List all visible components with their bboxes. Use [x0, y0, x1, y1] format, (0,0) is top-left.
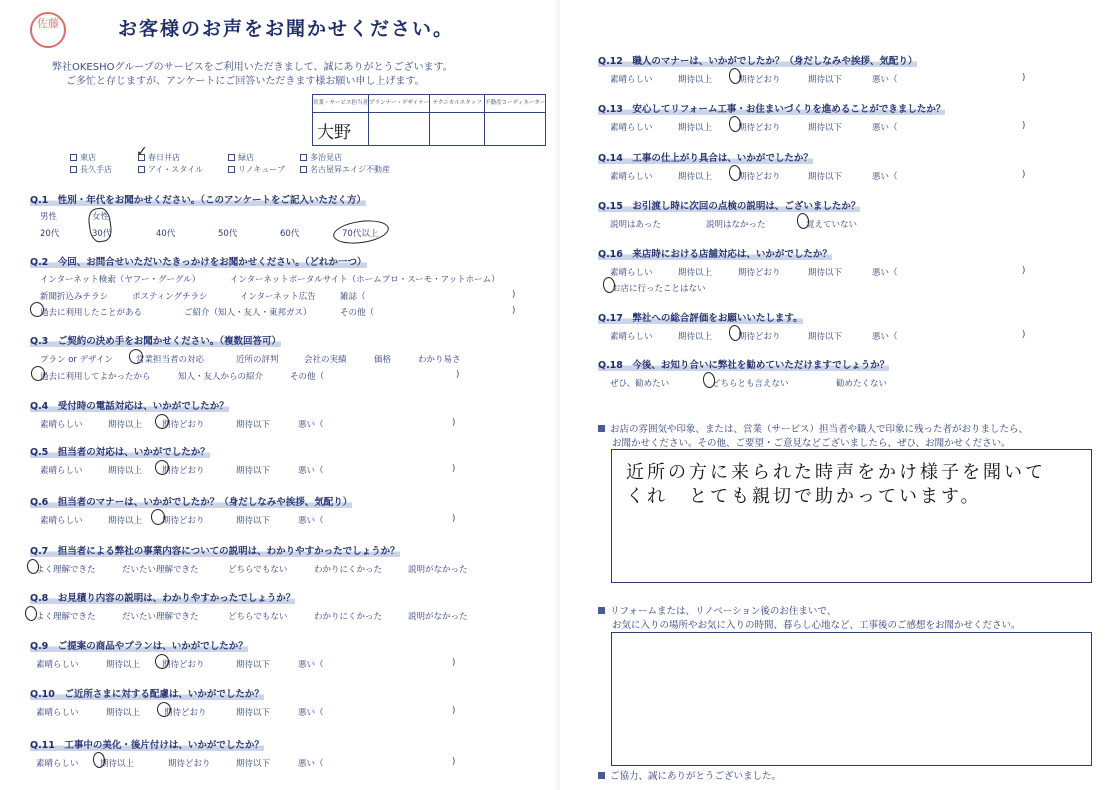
q2-question: Q.2 今回、お問合せいただいたきっかけをお聞かせください。（どれか一つ） [30, 254, 367, 268]
q8-opt-neutral[interactable]: どちらでもない [228, 612, 288, 622]
q8-opt-mostly[interactable]: だいたい理解できた [122, 612, 199, 622]
q10-opt-excellent[interactable]: 素晴らしい [36, 708, 79, 718]
q9-opt-excellent[interactable]: 素晴らしい [36, 660, 79, 670]
q8-opt-none[interactable]: 説明がなかった [408, 612, 468, 622]
q3-other-close: ) [456, 370, 460, 380]
page-title: お客様のお声をお聞かせください。 [118, 18, 455, 40]
store-checkbox-renocube[interactable]: リノキューブ [228, 164, 285, 175]
q9-question: Q.9 ご提案の商品やプランは、いかがでしたか？ [30, 638, 248, 652]
q14-bad-close: ) [1022, 170, 1026, 180]
q14-opt-excellent[interactable]: 素晴らしい [610, 172, 653, 182]
q13-opt-as-expected[interactable]: 期待どおり [738, 123, 781, 133]
comment1-handwriting-line-1: 近所の方に来られた時声をかけ様子を聞いて [626, 462, 1046, 483]
q2-opt-magazine[interactable]: 雑誌（ [340, 292, 366, 302]
q6-question: Q.6 担当者のマナーは、いかがでしたか？（身だしなみや挨拶、気配り） [30, 494, 352, 508]
q2-opt-posting[interactable]: ポスティングチラシ [132, 292, 208, 302]
q4-opt-bad[interactable]: 悪い（ [298, 420, 324, 430]
q3-opt-other[interactable]: その他（ [290, 372, 325, 382]
company-seal-stamp: 佐藤 [30, 12, 66, 48]
q15-opt-explained[interactable]: 説明はあった [610, 220, 661, 230]
q10-opt-below[interactable]: 期待以下 [236, 708, 271, 718]
comment1-handwriting-line-2: くれ とても親切で助かっています。 [626, 486, 982, 507]
comment1-label-line-1: お店の雰囲気や印象、または、営業（サービス）担当者や職人で印象に残った者がおりましたら、 [598, 421, 1028, 435]
q17-opt-below[interactable]: 期待以下 [808, 332, 843, 342]
q17-bad-close: ) [1022, 330, 1026, 340]
page-fold [556, 0, 560, 790]
q2-opt-referral[interactable]: ご紹介（知人・友人・東邦ガス） [184, 308, 312, 318]
q5-opt-above[interactable]: 期待以上 [108, 466, 143, 476]
staff-header-sales: 営業・サービス担当者 [313, 95, 369, 113]
q3-opt-reputation[interactable]: 近所の評判 [236, 355, 279, 365]
check-mark-icon: ✓ [136, 144, 148, 160]
q11-question: Q.11 工事中の美化・後片付けは、いかがでしたか？ [30, 737, 264, 751]
q7-opt-hard[interactable]: わかりにくかった [314, 565, 383, 575]
q10-opt-above[interactable]: 期待以上 [106, 708, 141, 718]
q17-opt-above[interactable]: 期待以上 [678, 332, 713, 342]
answer-circle-q1-age [332, 217, 391, 247]
staff-sales-cell[interactable] [313, 113, 369, 146]
q6-opt-above[interactable]: 期待以上 [108, 516, 143, 526]
q6-opt-excellent[interactable]: 素晴らしい [40, 516, 83, 526]
q16-opt-below[interactable]: 期待以下 [808, 268, 843, 278]
q17-question: Q.17 弊社への総合評価をお願いいたします。 [598, 310, 803, 324]
q2-opt-past-use[interactable]: 過去に利用したことがある [40, 308, 143, 318]
bullet-square-icon [598, 772, 605, 779]
q2-opt-other[interactable]: その他（ [340, 308, 375, 318]
q11-opt-excellent[interactable]: 素晴らしい [36, 759, 79, 769]
q1-age-30s[interactable]: 30代 [92, 229, 112, 239]
q12-opt-above[interactable]: 期待以上 [678, 75, 713, 85]
intro-line-1: 弊社OKESHOグループのサービスをご利用いただきまして、誠にありがとうございます。 [52, 62, 453, 73]
q5-opt-bad[interactable]: 悪い（ [298, 466, 324, 476]
q2-other-close: ) [512, 306, 516, 316]
staff-header-technical: テクニカルスタッフ [430, 95, 485, 113]
q6-opt-bad[interactable]: 悪い（ [298, 516, 324, 526]
q4-bad-close: ) [452, 418, 456, 428]
q2-opt-search[interactable]: インターネット検索（ヤフー・グーグル） [40, 275, 201, 285]
q9-opt-bad[interactable]: 悪い（ [298, 660, 324, 670]
q4-question: Q.4 受付時の電話対応は、いかがでしたか？ [30, 398, 229, 412]
q16-opt-bad[interactable]: 悪い（ [872, 268, 898, 278]
q13-opt-above[interactable]: 期待以上 [678, 123, 713, 133]
comment2-label-line-2: お気に入りの場所やお気に入りの時間、暮らし心地など、工事後のご感想をお聞かせください。 [612, 620, 1021, 631]
q8-question: Q.8 お見積り内容の説明は、わかりやすかったでしょうか？ [30, 590, 295, 604]
staff-realestate-cell[interactable] [485, 113, 546, 146]
q14-opt-above[interactable]: 期待以上 [678, 172, 713, 182]
q14-opt-bad[interactable]: 悪い（ [872, 172, 898, 182]
q16-question: Q.16 来店時における店舗対応は、いかがでしたか？ [598, 246, 832, 260]
staff-technical-cell[interactable] [430, 113, 485, 146]
q17-opt-bad[interactable]: 悪い（ [872, 332, 898, 342]
q6-opt-as-expected[interactable]: 期待どおり [162, 516, 205, 526]
q1-gender-male[interactable]: 男性 [40, 212, 58, 222]
q9-opt-below[interactable]: 期待以下 [236, 660, 271, 670]
store-checkbox-nagoya-realestate[interactable]: 名古屋昇エイジ不動産 [300, 164, 390, 175]
store-checkbox-istyle[interactable]: アイ・スタイル [138, 164, 203, 175]
q12-opt-bad[interactable]: 悪い（ [872, 75, 898, 85]
q11-opt-bad[interactable]: 悪い（ [298, 759, 324, 769]
q5-question: Q.5 担当者の対応は、いかがでしたか？ [30, 444, 210, 458]
q12-bad-close: ) [1022, 73, 1026, 83]
store-checkbox-nagakute[interactable]: 長久手店 [70, 164, 112, 175]
q16-opt-excellent[interactable]: 素晴らしい [610, 268, 653, 278]
staff-sales-name: 大野 [317, 123, 351, 143]
q5-opt-as-expected[interactable]: 期待どおり [162, 466, 205, 476]
q1-question: Q.1 性別・年代をお聞かせください。（このアンケートをご記入いただく方） [30, 192, 366, 206]
q1-gender-female[interactable]: 女性 [92, 212, 110, 222]
q9-bad-close: ) [452, 658, 456, 668]
q14-question: Q.14 工事の仕上がり具合は、いかがでしたか？ [598, 150, 813, 164]
q10-opt-bad[interactable]: 悪い（ [298, 708, 324, 718]
q7-opt-neutral[interactable]: どちらでもない [228, 565, 288, 575]
q12-opt-as-expected[interactable]: 期待どおり [738, 75, 781, 85]
q5-opt-excellent[interactable]: 素晴らしい [40, 466, 83, 476]
q4-opt-as-expected[interactable]: 期待どおり [162, 420, 205, 430]
q13-question: Q.13 安心してリフォーム工事・お住まいづくりを進めることができましたか？ [598, 101, 945, 115]
comment2-textarea[interactable] [611, 632, 1092, 766]
q10-opt-as-expected[interactable]: 期待どおり [164, 708, 207, 718]
q18-opt-neutral[interactable]: どちらとも言えない [712, 379, 789, 389]
q1-age-40s[interactable]: 40代 [156, 229, 176, 239]
q9-opt-above[interactable]: 期待以上 [106, 660, 141, 670]
q4-opt-excellent[interactable]: 素晴らしい [40, 420, 83, 430]
q1-age-60s[interactable]: 60代 [280, 229, 300, 239]
q11-opt-below[interactable]: 期待以下 [236, 759, 271, 769]
q13-opt-below[interactable]: 期待以下 [808, 123, 843, 133]
q14-opt-below[interactable]: 期待以下 [808, 172, 843, 182]
store-checkbox-kasugai[interactable]: 春日井店 [138, 152, 180, 163]
q3-opt-friend-referral[interactable]: 知人・友人からの紹介 [178, 372, 264, 382]
q18-question: Q.18 今後、お知り合いに弊社を勧めていただけますでしょうか？ [598, 357, 889, 371]
q2-opt-portal[interactable]: インターネットポータルサイト（ホームプロ・スーモ・アットホーム） [230, 275, 500, 285]
q13-opt-excellent[interactable]: 素晴らしい [610, 123, 653, 133]
q2-magazine-close: ) [512, 290, 516, 300]
comment1-textarea[interactable] [611, 449, 1092, 583]
q16-bad-close: ) [1022, 266, 1026, 276]
staff-header-planner: プランナー・デザイナー [369, 95, 430, 113]
q15-opt-dont-remember[interactable]: 覚えていない [806, 220, 858, 230]
q4-opt-above[interactable]: 期待以上 [108, 420, 143, 430]
staff-planner-cell[interactable] [369, 113, 430, 146]
q16-opt-above[interactable]: 期待以上 [678, 268, 713, 278]
q3-opt-sales-staff[interactable]: 営業担当者の対応 [136, 355, 205, 365]
q5-opt-below[interactable]: 期待以下 [236, 466, 271, 476]
q3-opt-price[interactable]: 価格 [374, 355, 392, 365]
comment2-label-line-1: リフォームまたは、リノベーション後のお住まいで、 [598, 603, 836, 617]
q10-question: Q.10 ご近所さまに対する配慮は、いかがでしたか？ [30, 686, 264, 700]
q13-bad-close: ) [1022, 121, 1026, 131]
bullet-square-icon [598, 425, 605, 432]
q3-opt-clarity[interactable]: わかり易さ [418, 355, 461, 365]
q12-opt-excellent[interactable]: 素晴らしい [610, 75, 653, 85]
q8-opt-well[interactable]: よく理解できた [36, 612, 96, 622]
q3-question: Q.3 ご契約の決め手をお聞かせください。（複数回答可） [30, 333, 281, 347]
q7-opt-well[interactable]: よく理解できた [36, 565, 96, 575]
thanks-message: ご協力、誠にありがとうございました。 [598, 768, 781, 782]
q1-age-50s[interactable]: 50代 [218, 229, 238, 239]
store-checkbox-tajimi[interactable]: 多治見店 [300, 152, 342, 163]
q9-opt-as-expected[interactable]: 期待どおり [162, 660, 205, 670]
q2-opt-newspaper[interactable]: 新聞折込みチラシ [40, 292, 109, 302]
q3-opt-record[interactable]: 会社の実績 [304, 355, 347, 365]
q6-opt-below[interactable]: 期待以下 [236, 516, 271, 526]
q16-opt-never-visited[interactable]: お店に行ったことはない [612, 284, 706, 294]
staff-table [312, 94, 546, 146]
q4-opt-below[interactable]: 期待以下 [236, 420, 271, 430]
answer-mark-q1-gender [87, 207, 114, 244]
q11-opt-as-expected[interactable]: 期待どおり [168, 759, 211, 769]
q5-bad-close: ) [452, 464, 456, 474]
q1-age-20s[interactable]: 20代 [40, 229, 60, 239]
q18-opt-recommend[interactable]: ぜひ、勧めたい [610, 379, 670, 389]
q14-opt-as-expected[interactable]: 期待どおり [738, 172, 781, 182]
q17-opt-as-expected[interactable]: 期待どおり [738, 332, 781, 342]
q13-opt-bad[interactable]: 悪い（ [872, 123, 898, 133]
q1-age-70s-plus[interactable]: 70代以上 [342, 229, 379, 239]
q17-opt-excellent[interactable]: 素晴らしい [610, 332, 653, 342]
q8-opt-hard[interactable]: わかりにくかった [314, 612, 383, 622]
q2-opt-netad[interactable]: インターネット広告 [240, 292, 316, 302]
q6-bad-close: ) [452, 514, 456, 524]
bullet-square-icon [598, 607, 605, 614]
q10-bad-close: ) [452, 706, 456, 716]
q3-opt-plan-design[interactable]: プラン or デザイン [40, 355, 114, 365]
comment1-label-line-2: お聞かせください。その他、ご要望・ご意見などございましたら、ぜひ、お聞かせください。 [612, 438, 1011, 449]
intro-line-2: ご多忙と存じますが、アンケートにご回答いただきます様お願い申し上げます。 [66, 76, 425, 87]
q15-opt-not-explained[interactable]: 説明はなかった [706, 220, 766, 230]
q18-opt-not-recommend[interactable]: 勧めたくない [836, 379, 888, 389]
staff-header-realestate: 不動産コーディネーター [485, 95, 546, 113]
q16-opt-as-expected[interactable]: 期待どおり [738, 268, 781, 278]
q12-question: Q.12 職人のマナーは、いかがでしたか？（身だしなみや挨拶、気配り） [598, 53, 917, 67]
q15-question: Q.15 お引渡し時に次回の点検の説明は、ございましたか？ [598, 198, 860, 212]
q3-opt-past-good[interactable]: 過去に利用してよかったから [40, 372, 151, 382]
q7-question: Q.7 担当者による弊社の事業内容についての説明は、わかりやすかったでしょうか？ [30, 543, 400, 557]
store-checkbox-higashi[interactable]: 東店 [70, 152, 96, 163]
store-checkbox-midori[interactable]: 緑店 [228, 152, 254, 163]
q11-bad-close: ) [452, 757, 456, 767]
q7-opt-mostly[interactable]: だいたい理解できた [122, 565, 199, 575]
q12-opt-below[interactable]: 期待以下 [808, 75, 843, 85]
q7-opt-none[interactable]: 説明がなかった [408, 565, 468, 575]
q11-opt-above[interactable]: 期待以上 [100, 759, 135, 769]
